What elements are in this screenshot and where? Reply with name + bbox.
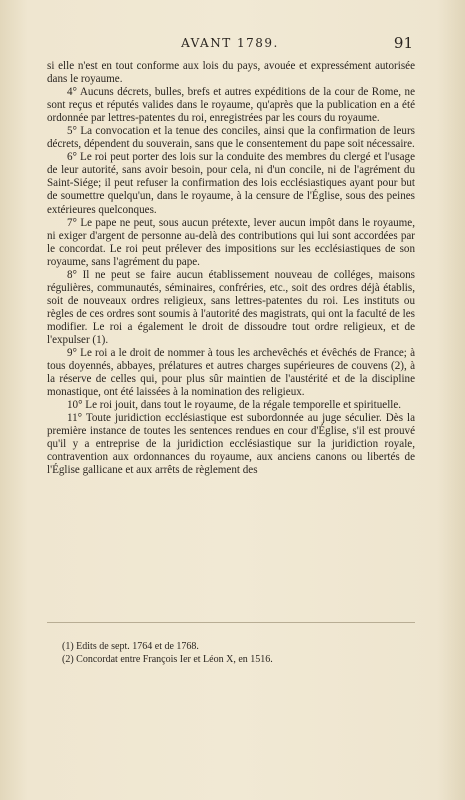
page-number: 91 [393,34,413,52]
footnote-2: (2) Concordat entre François Ier et Léon X, en 1516. [62,654,273,665]
paragraph-11: 11° Toute juridiction ecclésiastique est subordonnée au juge séculier. Dès la première instance de toutes les sentences rendues en cour d'Église, s'il est prouvé qu'il y a entreprise de la juridiction ecclésiastique sur la juridiction royale, contravention aux ordonnances du royaume, aux anciens canons ou libertés de l'Église gallicane et aux arrêts de règlement des [47,412,415,477]
footnote-1: (1) Edits de sept. 1764 et de 1768. [62,641,199,652]
page-header [47,34,413,52]
paragraph-5: 5° La convocation et la tenue des conciles, ainsi que la confirmation de leurs décrets, dépendent du souverain, sans que le consentement du pape soit nécessaire. [47,125,415,151]
paragraph-continuation: si elle n'est en tout conforme aux lois du pays, avouée et expressément autorisée dans le royaume. [47,60,415,86]
paragraph-8: 8° Il ne peut se faire aucun établissement nouveau de colléges, maisons régulières, communautés, séminaires, confréries, etc., soit des ordres déjà établis, soit de nouveaux ordres religieux, sans lettres-patentes du roi. Les instituts ou règles de ces ordres sont soumis à l'autorité des magistrats, qui ont la faculté de les modifier. Le roi a également le droit de dissoudre tout ordre religieux, et de l'expulser (1). [47,268,415,346]
paragraph-7: 7° Le pape ne peut, sous aucun prétexte, lever aucun impôt dans le royaume, ni exiger d'argent de personne au-delà des contributions qui lui sont accordées par le concordat. Le roi peut prélever des impositions sur les ecclésiastiques de son royaume, sans l'agrément du pape. [47,216,415,268]
paragraph-4: 4° Aucuns décrets, bulles, brefs et autres expéditions de la cour de Rome, ne sont reçus et réputés valides dans le royaume, qu'après que la publication en a été ordonnée par lettres-patentes du roi, enregistrées par les cours du royaume. [47,86,415,125]
paragraph-6: 6° Le roi peut porter des lois sur la conduite des membres du clergé et l'usage de leur autorité, sans avoir besoin, pour cela, ni d'un concile, ni de l'agrément du Saint-Siége; il peut refuser la confirmation des lois ecclésiastiques ayant pour but de soumettre quelqu'un, dans le royaume, à la censure de l'Église, sous des peines extérieures quelconques. [47,151,415,216]
paragraph-10: 10° Le roi jouit, dans tout le royaume, de la régale temporelle et spirituelle. [67,399,402,412]
footnote-divider [47,622,415,623]
paragraph-9: 9° Le roi a le droit de nommer à tous les archevêchés et évêchés de France; à tous doyennés, abbayes, prélatures et autres charges supérieures de couvens (2), à la réserve de celles qui, pour plus sûr maintien de l'austérité et de la discipline monastique, ont été laissées à la nomination des religieux. [47,347,415,399]
body-text [47,60,415,478]
footnotes [62,640,402,666]
running-title: AVANT 1789. [181,36,279,50]
